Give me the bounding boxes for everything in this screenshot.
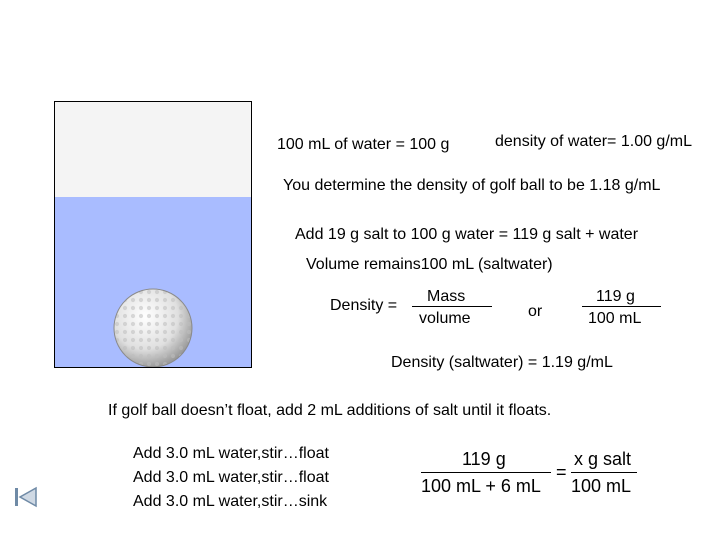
fraction-bar-2	[582, 306, 661, 307]
beaker	[54, 101, 252, 368]
mass-numerator: Mass	[427, 288, 466, 305]
volume-remains-text: Volume remains100 mL (saltwater)	[306, 256, 553, 273]
saltwater-density-text: Density (saltwater) = 1.19 g/mL	[391, 354, 613, 371]
eq-left-denominator: 100 mL + 6 mL	[421, 476, 541, 496]
fraction-bar	[412, 306, 492, 307]
golf-ball-density-text: You determine the density of golf ball to be 1.18 g/mL	[283, 177, 661, 194]
skip-to-start-icon[interactable]	[14, 486, 38, 508]
or-text: or	[528, 303, 543, 320]
water-mass-text: 100 mL of water = 100 g	[277, 136, 450, 153]
eq-right-denominator: 100 mL	[571, 476, 632, 496]
denominator-100ml: 100 mL	[588, 310, 642, 327]
eq-equals: =	[556, 462, 567, 482]
eq-left-numerator: 119 g	[462, 449, 506, 469]
step-3: Add 3.0 mL water,stir…sink	[133, 493, 328, 510]
step-2: Add 3.0 mL water,stir…float	[133, 469, 329, 486]
eq-right-numerator: x g salt	[574, 449, 632, 469]
add-salt-text: Add 19 g salt to 100 g water = 119 g salt + water	[295, 226, 639, 243]
volume-denominator: volume	[419, 310, 471, 327]
step-1: Add 3.0 mL water,stir…float	[133, 445, 329, 462]
instruction-text: If golf ball doesn’t float, add 2 mL additions of salt until it floats.	[108, 402, 552, 419]
golf-ball	[113, 288, 193, 368]
eq-left-bar	[421, 472, 551, 473]
density-label: Density =	[330, 297, 398, 314]
numerator-119g: 119 g	[596, 288, 635, 305]
eq-right-bar	[571, 472, 637, 473]
water-density-text: density of water= 1.00 g/mL	[495, 133, 692, 150]
